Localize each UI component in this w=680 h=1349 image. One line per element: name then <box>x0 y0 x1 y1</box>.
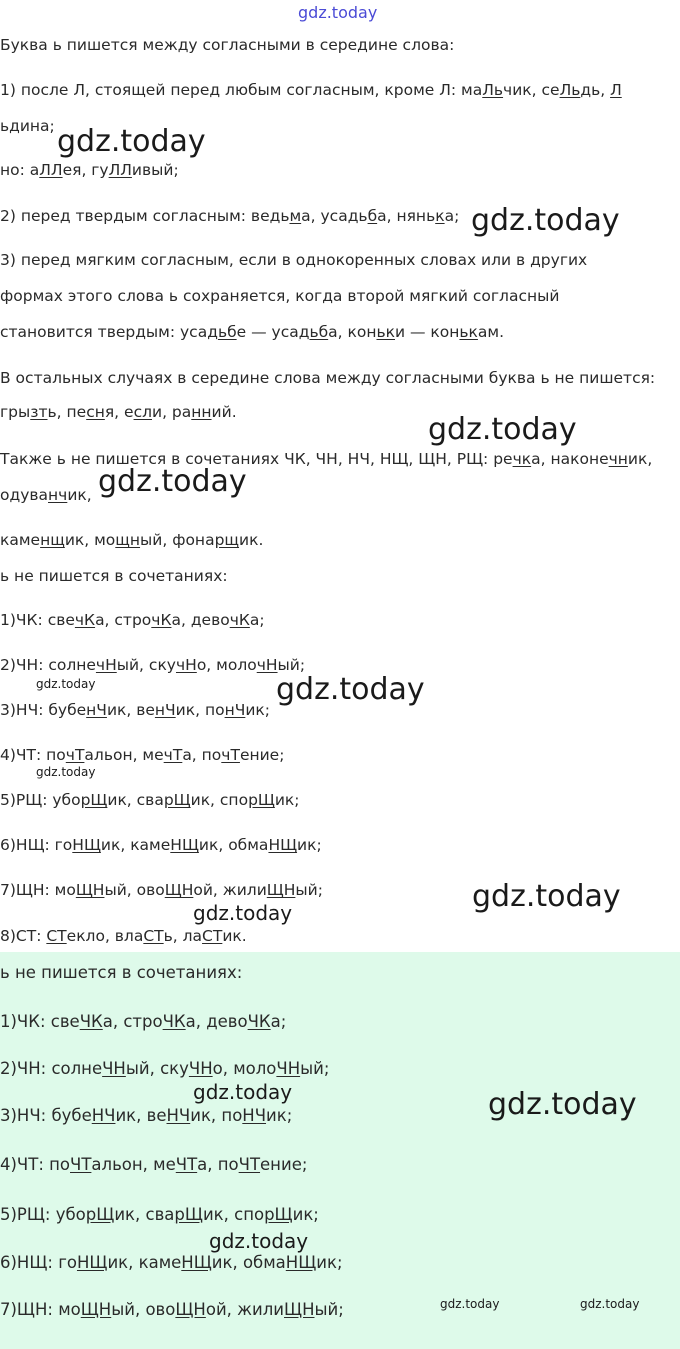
text-segment: 1)ЧК: све <box>0 1012 80 1031</box>
underlined-letters: ЛЛ <box>108 161 132 179</box>
text-segment: альон, ме <box>84 746 164 764</box>
text-segment: ый, фона <box>140 531 215 549</box>
text-segment: чик, се <box>503 81 560 99</box>
text-segment: но: а <box>0 161 40 179</box>
underlined-letters: ьк <box>459 323 478 341</box>
text-segment: Буква ь пишется между согласными в середине слова: <box>0 36 455 54</box>
underlined-letters: СТ <box>202 927 223 945</box>
underlined-letters: чН <box>175 656 197 674</box>
text-line <box>0 35 454 55</box>
watermark: gdz.today <box>36 765 96 779</box>
underlined-letters: НЩ <box>76 1253 108 1272</box>
underlined-letters: ЧТ <box>238 1155 261 1174</box>
text-segment: а, по <box>182 746 222 764</box>
text-segment: ий. <box>211 403 237 421</box>
text-segment: ик, каме <box>100 836 171 854</box>
text-segment: ый, ово <box>104 881 165 899</box>
underlined-letters: нЧ <box>224 701 246 719</box>
underlined-letters: СТ <box>143 927 164 945</box>
text-line <box>0 655 305 675</box>
text-line <box>0 1012 286 1032</box>
underlined-letters: чк <box>512 450 532 468</box>
text-line <box>0 926 247 946</box>
text-segment: и — кон <box>395 323 460 341</box>
underlined-letters: НЩ <box>268 836 298 854</box>
underlined-letters: ЧТ <box>70 1155 92 1174</box>
underlined-letters: сн <box>86 403 105 421</box>
underlined-letters: к <box>435 207 445 225</box>
text-segment: 1) после Л, стоящей перед любым согласным, кроме Л: ма <box>0 81 483 99</box>
text-segment: ение; <box>260 1155 308 1174</box>
underlined-letters: НЧ <box>166 1106 191 1125</box>
underlined-letters: ьк <box>376 323 395 341</box>
text-segment: ик, <box>627 450 653 468</box>
text-segment: каме <box>0 531 41 549</box>
text-segment: а, стро <box>95 611 152 629</box>
text-segment: Также ь не пишется в сочетаниях ЧК, ЧН, НЧ, НЩ, ЩН, РЩ: ре <box>0 450 513 468</box>
text-segment: екло, вла <box>66 927 144 945</box>
text-segment: ение; <box>239 746 285 764</box>
text-segment: ик, по <box>190 1106 243 1125</box>
underlined-letters: ЩН <box>164 881 194 899</box>
text-segment: 3) перед мягким согласным, если в однокоренных словах или в других <box>0 251 588 269</box>
underlined-letters: ЩН <box>175 1300 206 1319</box>
underlined-letters: рЩ <box>163 791 191 809</box>
watermark: gdz.today <box>488 1087 637 1122</box>
text-segment: ик. <box>222 927 247 945</box>
text-line <box>0 1106 292 1126</box>
text-segment: а, дево <box>171 611 230 629</box>
text-segment: а, наконе <box>531 450 609 468</box>
text-segment: а; <box>270 1012 287 1031</box>
text-segment: я, е <box>104 403 134 421</box>
underlined-letters: СТ <box>46 927 67 945</box>
underlined-letters: НЩ <box>181 1253 212 1272</box>
watermark: gdz.today <box>57 124 206 159</box>
watermark: gdz.today <box>276 672 425 707</box>
underlined-letters: ЩН <box>266 881 296 899</box>
text-segment: одува <box>0 486 49 504</box>
text-segment: ой, жили <box>193 881 267 899</box>
text-segment: ик; <box>297 836 322 854</box>
text-segment: ик; <box>274 791 300 809</box>
underlined-letters: рЩ <box>85 1205 115 1224</box>
watermark: gdz.today <box>580 1297 640 1311</box>
text-segment: 4)ЧТ: по <box>0 1155 71 1174</box>
text-line <box>0 286 559 306</box>
underlined-letters: рщ <box>214 531 240 549</box>
watermark: gdz.today <box>193 1080 293 1104</box>
watermark: gdz.today <box>193 901 293 925</box>
underlined-letters: ЧН <box>188 1059 213 1078</box>
text-segment: а; <box>444 207 460 225</box>
text-segment: ый; <box>314 1300 344 1319</box>
underlined-letters: чН <box>95 656 117 674</box>
text-line <box>0 700 270 720</box>
underlined-letters: нЧ <box>154 701 176 719</box>
underlined-letters: чн <box>608 450 628 468</box>
underlined-letters: чТ <box>65 746 85 764</box>
underlined-letters: ЧК <box>162 1012 186 1031</box>
text-segment: 3)НЧ: бубе <box>0 1106 92 1125</box>
text-segment: ь не пишется в сочетаниях: <box>0 567 228 585</box>
text-line <box>0 1059 329 1079</box>
text-segment: 2)ЧН: солне <box>0 656 96 674</box>
text-segment: а, кон <box>328 323 377 341</box>
text-segment: ой, жили <box>205 1300 285 1319</box>
underlined-letters: ЧТ <box>175 1155 198 1174</box>
text-segment: 1)ЧК: све <box>0 611 75 629</box>
text-line <box>0 1253 343 1273</box>
text-line <box>0 963 242 983</box>
text-segment: 6)НЩ: го <box>0 836 73 854</box>
underlined-letters: сл <box>133 403 152 421</box>
text-segment: а, по <box>197 1155 239 1174</box>
text-segment: гры <box>0 403 31 421</box>
underlined-letters: рЩ <box>80 791 108 809</box>
underlined-letters: ЧК <box>79 1012 103 1031</box>
text-segment: 5)РЩ: убо <box>0 1205 86 1224</box>
underlined-letters: щн <box>115 531 141 549</box>
text-segment: В остальных случаях в середине слова между согласными буква ь не пишется: <box>0 369 656 387</box>
header-watermark: gdz.today <box>298 3 378 22</box>
text-segment: е — усад <box>236 323 310 341</box>
text-segment: ьдина; <box>0 117 55 135</box>
text-line <box>0 1205 319 1225</box>
underlined-letters: Л <box>610 81 622 99</box>
text-segment: ик, по <box>175 701 225 719</box>
underlined-letters: нщ <box>40 531 65 549</box>
text-segment: 5)РЩ: убо <box>0 791 81 809</box>
text-line <box>0 610 265 630</box>
text-line <box>0 160 179 180</box>
text-line <box>0 206 459 226</box>
text-segment: ь не пишется в сочетаниях: <box>0 963 243 982</box>
text-segment: ик, сва <box>107 791 164 809</box>
text-segment: ый, ску <box>116 656 176 674</box>
underlined-letters: ЩН <box>80 1300 112 1319</box>
underlined-letters: чТ <box>163 746 183 764</box>
text-segment: и, ра <box>152 403 192 421</box>
underlined-letters: ЩН <box>284 1300 315 1319</box>
underlined-letters: м <box>289 207 302 225</box>
text-segment: ый, ово <box>111 1300 176 1319</box>
text-segment: 4)ЧТ: по <box>0 746 66 764</box>
text-segment: ик; <box>316 1253 343 1272</box>
text-segment: ый; <box>295 881 323 899</box>
underlined-letters: ЛЛ <box>39 161 63 179</box>
text-segment: ик. <box>239 531 264 549</box>
text-line <box>0 116 55 136</box>
underlined-letters: нн <box>191 403 212 421</box>
underlined-letters: чТ <box>221 746 240 764</box>
text-segment: ый, ску <box>125 1059 189 1078</box>
underlined-letters: ьб <box>217 323 237 341</box>
text-segment: ик; <box>292 1205 319 1224</box>
text-segment: ик, спо <box>202 1205 265 1224</box>
underlined-letters: чК <box>229 611 250 629</box>
text-segment: ик; <box>245 701 271 719</box>
watermark: gdz.today <box>36 677 96 691</box>
text-segment: а, усадь <box>301 207 368 225</box>
text-segment: ам. <box>477 323 505 341</box>
underlined-letters: чН <box>256 656 278 674</box>
text-segment: формах этого слова ь сохраняется, когда второй мягкий согласный <box>0 287 560 305</box>
text-segment: о, моло <box>212 1059 277 1078</box>
underlined-letters: ьб <box>309 323 329 341</box>
watermark: gdz.today <box>471 203 620 238</box>
underlined-letters: ЩН <box>75 881 105 899</box>
underlined-letters: НЩ <box>285 1253 317 1272</box>
watermark: gdz.today <box>98 464 247 499</box>
underlined-letters: рЩ <box>248 791 275 809</box>
text-segment: 6)НЩ: го <box>0 1253 77 1272</box>
underlined-letters: рЩ <box>174 1205 203 1224</box>
underlined-letters: б <box>367 207 378 225</box>
underlined-letters: чК <box>74 611 96 629</box>
text-segment: ивый; <box>131 161 179 179</box>
text-segment: ик, обма <box>198 836 269 854</box>
text-segment: ь, пе <box>47 403 87 421</box>
text-segment: 7)ЩН: мо <box>0 881 76 899</box>
underlined-letters: НЩ <box>72 836 101 854</box>
text-line <box>0 1155 307 1175</box>
underlined-letters: НЧ <box>242 1106 267 1125</box>
underlined-letters: ЧН <box>276 1059 301 1078</box>
underlined-letters: Ль <box>482 81 504 99</box>
text-line <box>0 402 237 422</box>
text-segment: ик, спо <box>190 791 249 809</box>
underlined-letters: рЩ <box>264 1205 293 1224</box>
text-segment: ик, мо <box>64 531 116 549</box>
watermark: gdz.today <box>428 412 577 447</box>
text-line <box>0 566 228 586</box>
text-segment: 2)ЧН: солне <box>0 1059 103 1078</box>
watermark: gdz.today <box>209 1229 309 1253</box>
underlined-letters: Ль <box>559 81 581 99</box>
text-line <box>0 368 655 388</box>
text-segment: а, стро <box>102 1012 163 1031</box>
underlined-letters: нч <box>48 486 68 504</box>
underlined-letters: нЧ <box>86 701 107 719</box>
underlined-letters: чК <box>151 611 172 629</box>
text-line <box>0 835 322 855</box>
text-line <box>0 530 263 550</box>
text-segment: ый; <box>277 656 306 674</box>
text-segment: ый; <box>300 1059 330 1078</box>
text-line <box>0 322 504 342</box>
text-segment: ик, обма <box>211 1253 286 1272</box>
text-segment: ея, гу <box>62 161 109 179</box>
underlined-letters: НЩ <box>170 836 199 854</box>
text-line <box>0 485 92 505</box>
text-segment: 7)ЩН: мо <box>0 1300 81 1319</box>
text-segment: ик, сва <box>114 1205 175 1224</box>
text-segment: а; <box>249 611 265 629</box>
watermark: gdz.today <box>472 879 621 914</box>
text-segment: а, нянь <box>377 207 436 225</box>
text-line <box>0 790 300 810</box>
text-segment: о, моло <box>196 656 257 674</box>
underlined-letters: НЧ <box>91 1106 116 1125</box>
watermark: gdz.today <box>440 1297 500 1311</box>
text-line <box>0 250 587 270</box>
underlined-letters: ЧК <box>247 1012 271 1031</box>
text-segment: ик, <box>67 486 92 504</box>
text-segment: 3)НЧ: бубе <box>0 701 87 719</box>
text-line <box>0 1300 344 1320</box>
text-segment: ик; <box>266 1106 293 1125</box>
text-segment: 8)СТ: <box>0 927 47 945</box>
text-segment: дь, <box>580 81 611 99</box>
text-segment: становится твердым: усад <box>0 323 218 341</box>
text-line <box>0 745 284 765</box>
text-segment: ик, каме <box>107 1253 182 1272</box>
text-segment: 2) перед твердым согласным: ведь <box>0 207 290 225</box>
text-segment: а, дево <box>185 1012 248 1031</box>
text-line <box>0 880 323 900</box>
text-line <box>0 80 622 100</box>
underlined-letters: зт <box>30 403 48 421</box>
text-segment: ик, ве <box>106 701 155 719</box>
underlined-letters: ЧН <box>102 1059 126 1078</box>
text-segment: ик, ве <box>115 1106 167 1125</box>
text-segment: альон, ме <box>91 1155 176 1174</box>
text-segment: ь, ла <box>163 927 203 945</box>
